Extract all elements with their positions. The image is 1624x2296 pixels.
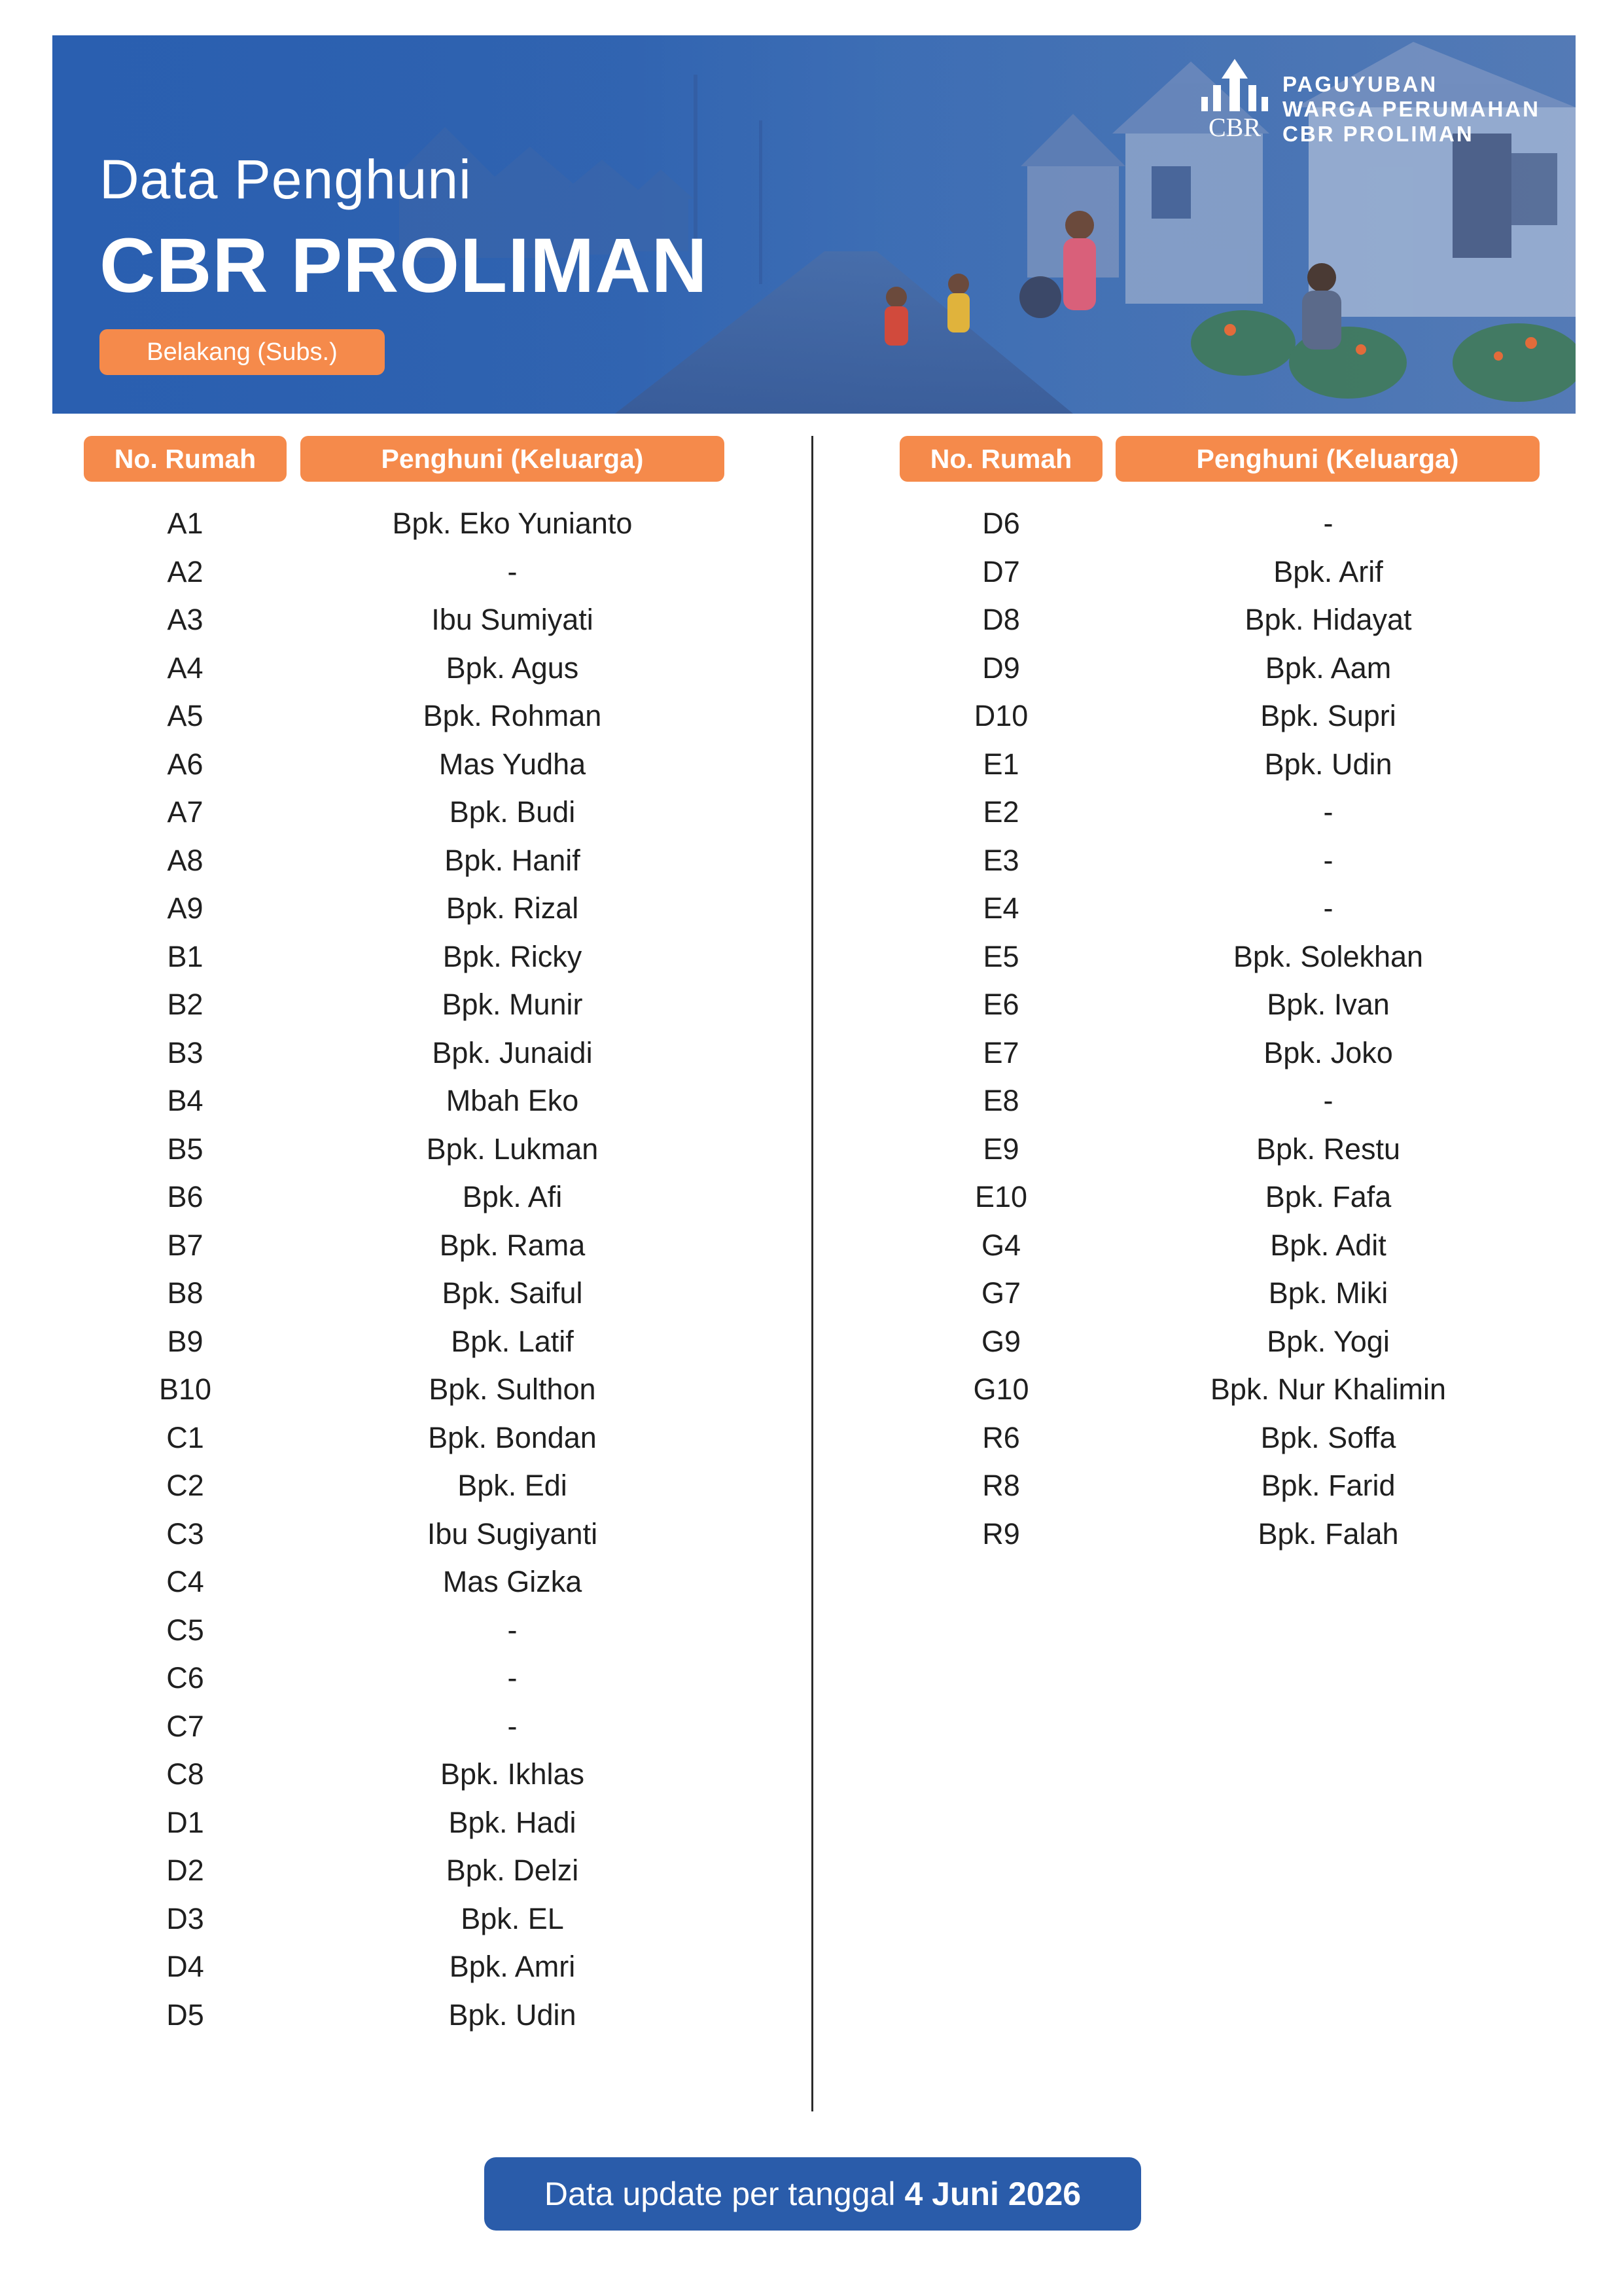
- house-number: B4: [167, 1084, 203, 1117]
- table-row: [0, 1325, 811, 1373]
- resident-name: Bpk. Arif: [1273, 554, 1383, 588]
- table-row: [813, 1084, 1624, 1132]
- table-row: [0, 1854, 811, 1902]
- table-row: [813, 603, 1624, 651]
- house-number: C2: [166, 1469, 204, 1502]
- table-row: [0, 891, 811, 940]
- house-number: A7: [167, 795, 203, 829]
- house-number: E6: [983, 988, 1019, 1021]
- resident-name: Bpk. Saiful: [442, 1276, 583, 1310]
- table-row: [0, 747, 811, 796]
- resident-name: Bpk. Budi: [449, 795, 576, 829]
- house-number: D8: [982, 603, 1020, 636]
- house-number: D10: [974, 699, 1029, 732]
- table-row: [0, 1084, 811, 1132]
- resident-name: Ibu Sugiyanti: [427, 1516, 598, 1551]
- house-number: A6: [167, 747, 203, 781]
- house-number: D9: [982, 651, 1020, 685]
- resident-name: -: [507, 1661, 518, 1695]
- right-header-resident: Penghuni (Keluarga): [1116, 436, 1540, 482]
- org-line-3: CBR PROLIMAN: [1282, 122, 1474, 146]
- organization-name: [1282, 72, 1540, 147]
- house-number: A5: [167, 699, 203, 732]
- resident-name: Bpk. Aam: [1265, 651, 1392, 685]
- resident-name: Bpk. Restu: [1256, 1132, 1401, 1166]
- house-number: E10: [974, 1180, 1028, 1213]
- resident-name: Mas Yudha: [438, 747, 586, 781]
- resident-name: Bpk. Hidayat: [1244, 603, 1412, 636]
- house-number: E9: [983, 1132, 1019, 1166]
- resident-name: Bpk. Delzi: [446, 1854, 579, 1887]
- house-number: C4: [166, 1565, 204, 1598]
- resident-name: -: [1323, 795, 1333, 829]
- table-row: [813, 507, 1624, 555]
- table-row: [813, 1180, 1624, 1229]
- table-row: [0, 1613, 811, 1662]
- house-number: C8: [166, 1757, 204, 1791]
- table-row: [0, 1710, 811, 1758]
- table-row: [0, 1132, 811, 1181]
- update-date: 4 Juni 2026: [904, 2176, 1082, 2212]
- resident-name: Bpk. Supri: [1260, 699, 1396, 732]
- house-number: C1: [166, 1420, 204, 1454]
- table-row: [0, 1661, 811, 1710]
- resident-name: Bpk. Junaidi: [432, 1035, 593, 1069]
- table-row: [813, 940, 1624, 988]
- resident-name: Bpk. Udin: [448, 1998, 576, 2032]
- resident-name: Bpk. Joko: [1263, 1035, 1393, 1069]
- section-badge: Belakang (Subs.): [99, 329, 385, 375]
- house-number: G7: [981, 1276, 1021, 1310]
- house-number: E2: [983, 795, 1019, 829]
- table-row: [813, 1132, 1624, 1181]
- logo-wordmark: CBR: [1208, 113, 1262, 142]
- table-row: [813, 1372, 1624, 1421]
- house-number: B7: [167, 1228, 203, 1262]
- right-resident-list: [813, 507, 1624, 1565]
- page-title: CBR PROLIMAN: [99, 223, 708, 309]
- table-row: [0, 988, 811, 1036]
- house-number: B9: [167, 1324, 203, 1358]
- table-row: [0, 940, 811, 988]
- house-number: E1: [983, 747, 1019, 781]
- page-subtitle: Data Penghuni: [99, 149, 472, 210]
- resident-name: Bpk. Hadi: [448, 1805, 576, 1839]
- resident-name: Bpk. Hanif: [444, 843, 580, 877]
- table-row: [0, 651, 811, 700]
- table-row: [0, 1517, 811, 1566]
- table-row: [0, 603, 811, 651]
- table-row: [813, 1276, 1624, 1325]
- house-number: B10: [158, 1372, 212, 1406]
- resident-name: -: [1323, 891, 1333, 925]
- house-number: C3: [166, 1516, 204, 1551]
- table-row: [0, 1276, 811, 1325]
- house-number: C6: [166, 1661, 204, 1695]
- resident-name: -: [1323, 1084, 1333, 1117]
- house-number: G4: [981, 1228, 1021, 1262]
- table-row: [813, 1036, 1624, 1085]
- resident-name: Ibu Sumiyati: [431, 603, 593, 636]
- update-prefix: Data update per tanggal: [544, 2176, 896, 2212]
- resident-name: -: [507, 1709, 518, 1743]
- resident-name: Bpk. Yogi: [1267, 1324, 1390, 1358]
- table-row: [813, 1325, 1624, 1373]
- resident-name: Mas Gizka: [442, 1565, 582, 1598]
- house-number: A2: [167, 554, 203, 588]
- left-header-resident: Penghuni (Keluarga): [300, 436, 724, 482]
- table-row: [813, 844, 1624, 892]
- house-number: D2: [166, 1854, 204, 1887]
- org-line-2: WARGA PERUMAHAN: [1282, 97, 1540, 121]
- resident-name: Bpk. Farid: [1261, 1469, 1396, 1502]
- house-number: E3: [983, 843, 1019, 877]
- house-number: B6: [167, 1180, 203, 1213]
- resident-name: Bpk. Bondan: [428, 1420, 597, 1454]
- house-number: R6: [982, 1420, 1020, 1454]
- table-row: [813, 1229, 1624, 1277]
- table-row: [0, 1565, 811, 1613]
- table-row: [0, 844, 811, 892]
- house-number: B3: [167, 1035, 203, 1069]
- table-row: [0, 1902, 811, 1950]
- resident-name: Bpk. Latif: [451, 1324, 574, 1358]
- table-row: [813, 699, 1624, 747]
- resident-name: Bpk. Udin: [1264, 747, 1392, 781]
- table-row: [0, 699, 811, 747]
- table-row: [813, 747, 1624, 796]
- table-row: [813, 795, 1624, 844]
- resident-name: Bpk. Lukman: [426, 1132, 599, 1166]
- table-row: [0, 1180, 811, 1229]
- resident-name: Bpk. Falah: [1258, 1516, 1399, 1551]
- resident-name: Bpk. Fafa: [1265, 1180, 1392, 1213]
- table-row: [0, 1229, 811, 1277]
- house-number: D1: [166, 1805, 204, 1839]
- resident-name: Bpk. Amri: [449, 1950, 576, 1983]
- org-line-1: PAGUYUBAN: [1282, 72, 1438, 96]
- resident-name: Bpk. Afi: [462, 1180, 563, 1213]
- resident-name: Bpk. Agus: [446, 651, 579, 685]
- house-number: D3: [166, 1901, 204, 1935]
- resident-name: Bpk. Eko Yunianto: [392, 507, 633, 540]
- house-number: C5: [166, 1613, 204, 1647]
- resident-name: Bpk. Munir: [442, 988, 583, 1021]
- table-row: [813, 988, 1624, 1036]
- right-header-house: No. Rumah: [900, 436, 1103, 482]
- table-row: [0, 1469, 811, 1517]
- table-row: [813, 651, 1624, 700]
- resident-name: Bpk. Ivan: [1267, 988, 1390, 1021]
- table-row: [0, 1950, 811, 1998]
- house-number: E8: [983, 1084, 1019, 1117]
- house-number: C7: [166, 1709, 204, 1743]
- house-number: E4: [983, 891, 1019, 925]
- table-row: [0, 1998, 811, 2047]
- resident-name: Bpk. Edi: [457, 1469, 567, 1502]
- house-number: B2: [167, 988, 203, 1021]
- table-row: [0, 1036, 811, 1085]
- resident-name: -: [1323, 507, 1333, 540]
- resident-name: Bpk. EL: [461, 1901, 564, 1935]
- house-number: D4: [166, 1950, 204, 1983]
- house-number: D5: [166, 1998, 204, 2032]
- table-row: [813, 1469, 1624, 1517]
- house-number: B8: [167, 1276, 203, 1310]
- resident-name: -: [1323, 843, 1333, 877]
- table-row: [0, 1421, 811, 1469]
- table-row: [0, 555, 811, 603]
- house-number: G9: [981, 1324, 1021, 1358]
- house-number: A8: [167, 843, 203, 877]
- house-number: E5: [983, 939, 1019, 973]
- table-row: [0, 795, 811, 844]
- house-number: R9: [982, 1516, 1020, 1551]
- resident-name: Bpk. Rohman: [423, 699, 602, 732]
- table-row: [813, 1421, 1624, 1469]
- resident-name: Bpk. Soffa: [1260, 1420, 1396, 1454]
- house-number: E7: [983, 1035, 1019, 1069]
- resident-name: Bpk. Rama: [439, 1228, 586, 1262]
- left-resident-list: [0, 507, 811, 2046]
- house-number: B1: [167, 939, 203, 973]
- resident-name: Bpk. Rizal: [446, 891, 579, 925]
- house-number: D7: [982, 554, 1020, 588]
- resident-name: Bpk. Miki: [1268, 1276, 1388, 1310]
- table-row: [0, 507, 811, 555]
- house-number: A3: [167, 603, 203, 636]
- table-row: [813, 555, 1624, 603]
- house-number: B5: [167, 1132, 203, 1166]
- table-row: [813, 1517, 1624, 1566]
- table-row: [0, 1372, 811, 1421]
- table-row: [813, 891, 1624, 940]
- house-number: G10: [973, 1372, 1029, 1406]
- table-row: [0, 1806, 811, 1854]
- update-date-banner: [484, 2157, 1141, 2231]
- resident-name: Mbah Eko: [446, 1084, 579, 1117]
- resident-name: Bpk. Adit: [1270, 1228, 1386, 1262]
- resident-name: Bpk. Nur Khalimin: [1210, 1372, 1447, 1406]
- house-number: A9: [167, 891, 203, 925]
- resident-name: -: [507, 1613, 518, 1647]
- header-banner: [52, 35, 1576, 414]
- resident-name: Bpk. Sulthon: [429, 1372, 596, 1406]
- table-row: [0, 1757, 811, 1806]
- house-number: A4: [167, 651, 203, 685]
- house-number: A1: [167, 507, 203, 540]
- resident-name: Bpk. Solekhan: [1233, 939, 1424, 973]
- resident-name: Bpk. Ricky: [442, 939, 582, 973]
- resident-name: -: [507, 554, 518, 588]
- house-number: R8: [982, 1469, 1020, 1502]
- cbr-logo-icon: [1199, 59, 1271, 143]
- resident-name: Bpk. Ikhlas: [440, 1757, 585, 1791]
- house-number: D6: [982, 507, 1020, 540]
- left-header-house: No. Rumah: [84, 436, 287, 482]
